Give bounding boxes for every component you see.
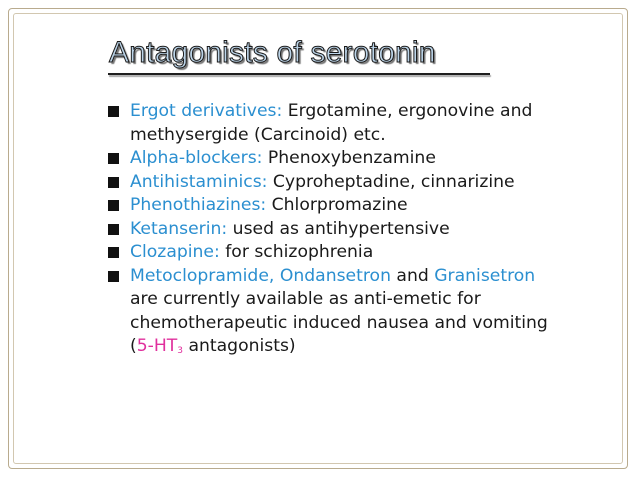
- bullet-antiemetics: [108, 265, 623, 364]
- bullet-label: Phenothiazines:: [130, 195, 267, 215]
- square-bullet-icon: [108, 177, 119, 188]
- bullet-text: used as antihypertensive: [227, 218, 450, 239]
- bullet-text-line2: are currently available as anti-emetic for: [130, 289, 481, 309]
- bullet-phenothiazines: [108, 194, 623, 218]
- bullet-label: Ketanserin:: [130, 218, 228, 239]
- conjunction: and: [390, 265, 435, 286]
- open-paren: (: [130, 336, 137, 356]
- bullet-list: [108, 100, 623, 364]
- receptor-label: 5-HT: [136, 336, 178, 356]
- bullet-label: Antihistaminics:: [130, 171, 268, 192]
- drug-metoclopramide: Metoclopramide,: [130, 265, 275, 286]
- bullet-text: for schizophrenia: [219, 242, 374, 262]
- square-bullet-icon: [108, 271, 119, 282]
- bullet-text-line3: chemotherapeutic induced nausea and vomiting: [130, 312, 548, 333]
- bullet-text-continued: methysergide (Carcinoid) etc.: [130, 124, 386, 145]
- bullet-text: Phenoxybenzamine: [262, 148, 436, 168]
- drug-granisetron: Granisetron: [434, 265, 536, 286]
- drug-ondansetron: Ondansetron: [279, 265, 391, 286]
- square-bullet-icon: [108, 153, 119, 164]
- receptor-subscript: 3: [177, 346, 184, 356]
- bullet-ergot-derivatives: [108, 100, 623, 147]
- square-bullet-icon: [108, 106, 119, 117]
- bullet-text: Cyproheptadine, cinnarizine: [267, 171, 515, 192]
- bullet-text: Ergotamine, ergonovine and: [282, 101, 533, 121]
- bullet-text-tail: antagonists): [183, 336, 296, 356]
- square-bullet-icon: [108, 224, 119, 235]
- square-bullet-icon: [108, 247, 119, 258]
- bullet-label: Alpha-blockers:: [130, 148, 263, 168]
- bullet-ketanserin: [108, 218, 623, 242]
- slide-title: Antagonists of serotonin: [109, 36, 436, 69]
- bullet-label: Clozapine:: [130, 242, 220, 262]
- bullet-alpha-blockers: [108, 147, 623, 171]
- bullet-text: Chlorpromazine: [266, 195, 408, 215]
- title-underline: [108, 73, 490, 75]
- bullet-clozapine: [108, 241, 623, 265]
- bullet-antihistaminics: [108, 171, 623, 195]
- square-bullet-icon: [108, 200, 119, 211]
- bullet-label: Ergot derivatives:: [130, 101, 283, 121]
